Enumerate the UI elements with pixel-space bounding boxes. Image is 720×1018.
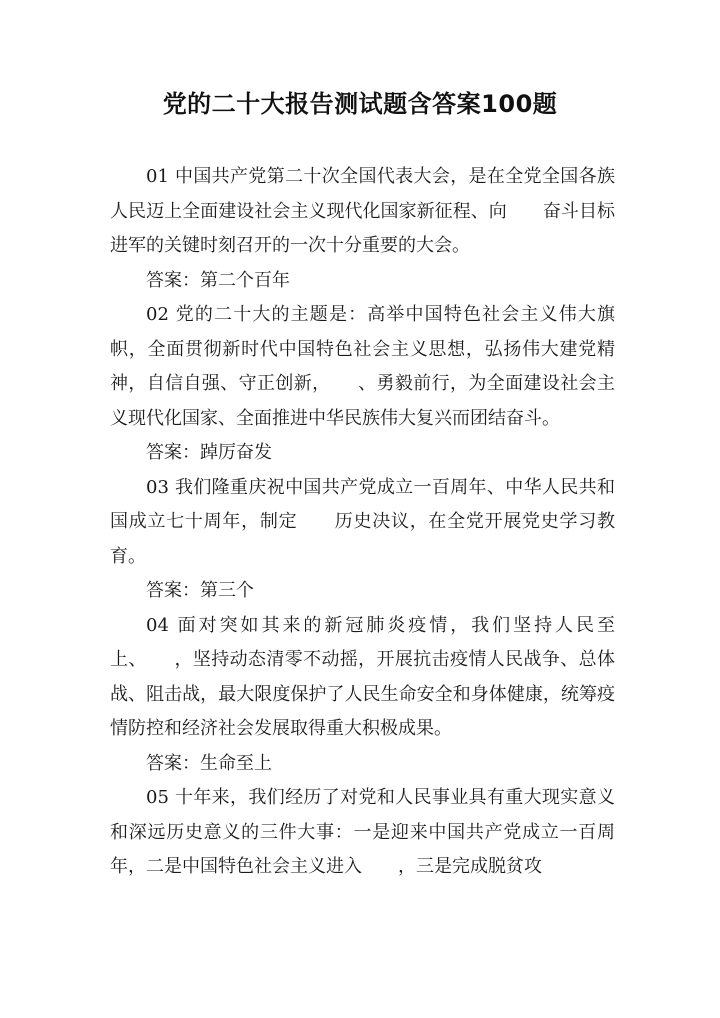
answer-line: 答案：第三个 [146, 580, 254, 601]
question-text: 中国共产党第二十次全国代表大会，是在全党全国各族人民迈上全面建设社会主义现代化国家新征程、向 奋斗目标进军的关键时刻召开的一次十分重要的大会。 [110, 166, 615, 256]
document-title: 党的二十大报告测试题含答案100题 [162, 90, 558, 118]
question-item [110, 160, 615, 264]
answer-line: 答案：生命至上 [146, 752, 272, 774]
question-text: 面对突如其来的新冠肺炎疫情，我们坚持人民至上、 ，坚持动态清零不动摇，开展抗击疫情人民战争、总体战、阻击战，最大限度保护了人民生命安全和身体健康，统筹疫情防控和经济社会发展取得重大积极成果。 [110, 614, 615, 739]
document-body [110, 160, 615, 885]
question-item [110, 609, 615, 747]
question-number: 02 [146, 304, 169, 325]
question-number: 03 [146, 476, 169, 498]
answer-line: 答案：踔厉奋发 [146, 442, 272, 463]
question-text: 党的二十大的主题是：高举中国特色社会主义伟大旗帜，全面贯彻新时代中国特色社会主义思想，弘扬伟大建党精神，自信自强、守正创新， 、勇毅前行，为全面建设社会主义现代化国家、全面推进中华民族伟大复兴而团结奋斗。 [110, 304, 615, 429]
question-item [110, 471, 615, 575]
question-item [110, 298, 615, 436]
question-item [110, 781, 615, 885]
answer-line: 答案：第二个百年 [146, 269, 290, 291]
question-number: 01 [146, 166, 169, 187]
question-number: 04 [146, 614, 169, 636]
question-number: 05 [146, 787, 169, 808]
question-text: 我们隆重庆祝中国共产党成立一百周年、中华人民共和国成立七十周年，制定 历史决议，在全党开展党史学习教育。 [110, 476, 615, 567]
question-text: 十年来，我们经历了对党和人民事业具有重大现实意义和深远历史意义的三件大事：一是迎来中国共产党成立一百周年，二是中国特色社会主义进入 ，三是完成脱贫攻 [110, 787, 615, 877]
